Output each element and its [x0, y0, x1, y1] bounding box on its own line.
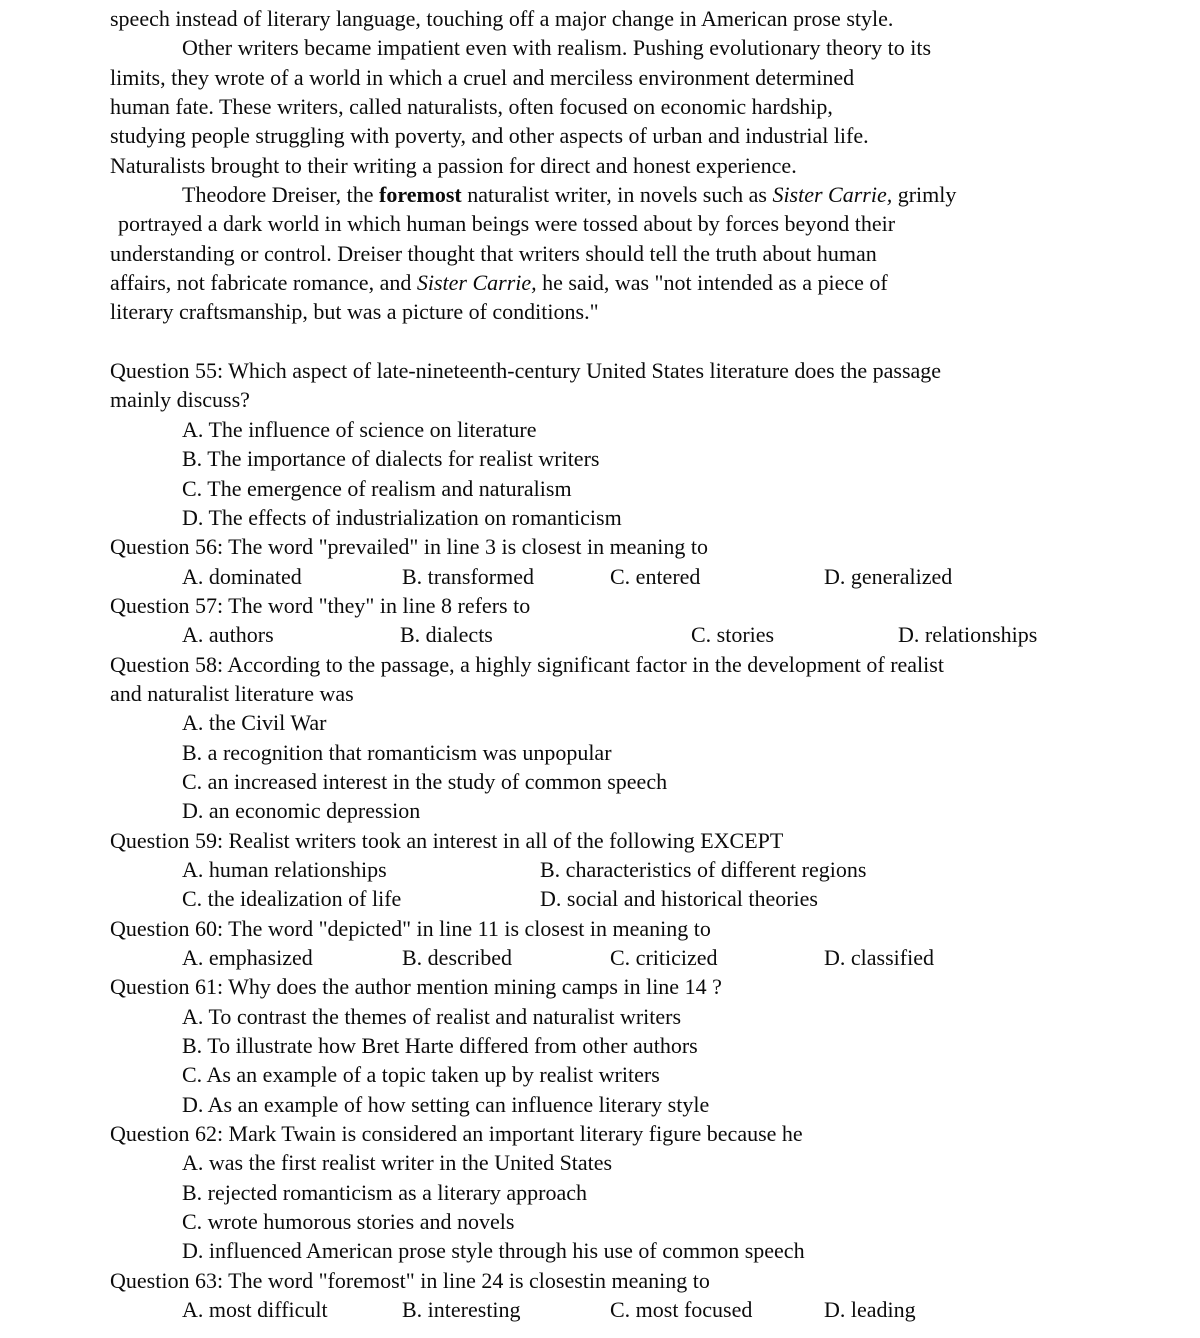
question-text: Question 62: Mark Twain is considered an important literary figure because he [110, 1121, 803, 1147]
option-c: C. As an example of a topic taken up by realist writers [182, 1062, 660, 1088]
option-a: A. To contrast the themes of realist and naturalist writers [182, 1003, 682, 1029]
option-c: C. entered [610, 563, 701, 589]
option-a: A. the Civil War [182, 710, 327, 736]
question-56 [110, 532, 1180, 591]
option-d: D. relationships [898, 622, 1038, 648]
question-60 [110, 914, 1180, 973]
option-c: C. wrote humorous stories and novels [182, 1209, 515, 1235]
option-c: C. the idealization of life [182, 886, 402, 912]
passage-text-run: he said, was "not intended as a piece of [536, 270, 888, 296]
options-row [110, 943, 1180, 972]
passage-bold-run: foremost [379, 182, 462, 208]
option-c: C. most focused [610, 1297, 753, 1323]
passage-text-run: affairs, not fabricate romance, and [110, 270, 417, 296]
passage-text-run: understanding or control. Dreiser thought that writers should tell the truth about human [110, 240, 877, 266]
option-a: A. dominated [182, 563, 302, 589]
options-row [110, 562, 1180, 591]
option-d: D. generalized [824, 563, 953, 589]
options-row [110, 1295, 1180, 1324]
passage-text-run: grimly [892, 182, 957, 208]
option-a: A. was the first realist writer in the United States [182, 1150, 613, 1176]
passage-text-run: portrayed a dark world in which human beings were tossed about by forces beyond their [118, 211, 896, 237]
option-b: B. rejected romanticism as a literary approach [182, 1179, 587, 1205]
option-a: A. emphasized [182, 945, 313, 970]
option-d: D. leading [824, 1297, 916, 1323]
question-text: Question 58: According to the passage, a highly significant factor in the development of realist [110, 651, 944, 677]
question-55 [110, 356, 1180, 532]
passage-text-run: limits, they wrote of a world in which a cruel and merciless environment determined [110, 64, 855, 90]
passage-line [110, 151, 1180, 180]
options-row [110, 855, 1180, 884]
option-d: D. The effects of industrialization on romanticism [182, 504, 622, 530]
question-text: Question 61: Why does the author mention mining camps in line 14 ? [110, 974, 722, 1000]
option-a: A. authors [182, 622, 274, 648]
option-a: A. most difficult [182, 1297, 328, 1323]
option-a: A. The influence of science on literature [182, 416, 537, 442]
option-d: D. social and historical theories [540, 886, 818, 912]
option-b: B. characteristics of different regions [540, 856, 867, 882]
option-c: C. criticized [610, 945, 718, 970]
book-title-italic: Sister Carrie, [772, 182, 893, 208]
question-62 [110, 1119, 1180, 1266]
question-59 [110, 826, 1180, 914]
passage-text-run: naturalist writer, in novels such as [461, 182, 773, 208]
options-row [110, 620, 1180, 649]
option-b: B. a recognition that romanticism was unpopular [182, 739, 612, 765]
question-text: Question 56: The word "prevailed" in line 3 is closest in meaning to [110, 534, 709, 560]
passage-line [110, 209, 1180, 238]
passage-line [110, 121, 1180, 150]
option-b: B. dialects [400, 622, 493, 648]
question-text: mainly discuss? [110, 387, 250, 413]
option-b: B. described [402, 945, 512, 970]
passage-text-run: studying people struggling with poverty, and other aspects of urban and industrial life. [110, 123, 869, 149]
option-b: B. transformed [402, 563, 534, 589]
option-b: B. interesting [402, 1297, 521, 1323]
question-text: Question 55: Which aspect of late-nineteenth-century United States literature does the passage [110, 358, 942, 384]
question-text: Question 63: The word "foremost" in line 24 is closestin meaning to [110, 1267, 710, 1293]
blank-separator [110, 327, 1180, 356]
passage-line [110, 4, 1180, 33]
question-text: and naturalist literature was [110, 680, 354, 706]
option-d: D. influenced American prose style through his use of common speech [182, 1238, 805, 1264]
passage-line [110, 297, 1180, 326]
passage-text-run: speech instead of literary language, touching off a major change in American prose style. [110, 6, 894, 31]
book-title-italic: Sister Carrie, [416, 270, 537, 296]
question-61 [110, 972, 1180, 1119]
option-d: D. an economic depression [182, 798, 421, 824]
passage-line [110, 63, 1180, 92]
option-c: C. The emergence of realism and naturalism [182, 475, 572, 501]
question-63 [110, 1266, 1180, 1325]
passage-text-run: human fate. These writers, called naturalists, often focused on economic hardship, [110, 94, 833, 120]
passage-text-run: literary craftsmanship, but was a picture of conditions." [110, 299, 599, 325]
question-57 [110, 591, 1180, 650]
option-d: D. As an example of how setting can influence literary style [182, 1091, 710, 1117]
passage-line [110, 268, 1180, 297]
option-c: C. an increased interest in the study of common speech [182, 768, 668, 794]
question-text: Question 57: The word "they" in line 8 refers to [110, 592, 531, 618]
passage-line [110, 92, 1180, 121]
reading-passage [110, 4, 1180, 327]
option-c: C. stories [691, 622, 775, 648]
option-b: B. To illustrate how Bret Harte differed from other authors [182, 1033, 698, 1059]
passage-line [110, 33, 1180, 62]
options-row [110, 884, 1180, 913]
question-text: Question 59: Realist writers took an interest in all of the following EXCEPT [110, 827, 784, 853]
option-b: B. The importance of dialects for realist writers [182, 446, 600, 472]
option-d: D. classified [824, 945, 934, 970]
option-a: A. human relationships [182, 856, 387, 882]
passage-line [110, 239, 1180, 268]
passage-text-run: Theodore Dreiser, the [182, 182, 380, 208]
passage-text-run: Naturalists brought to their writing a passion for direct and honest experience. [110, 152, 797, 178]
question-58 [110, 650, 1180, 826]
passage-line [110, 180, 1180, 209]
question-text: Question 60: The word "depicted" in line 11 is closest in meaning to [110, 915, 711, 941]
passage-text-run: Other writers became impatient even with realism. Pushing evolutionary theory to its [182, 35, 932, 61]
